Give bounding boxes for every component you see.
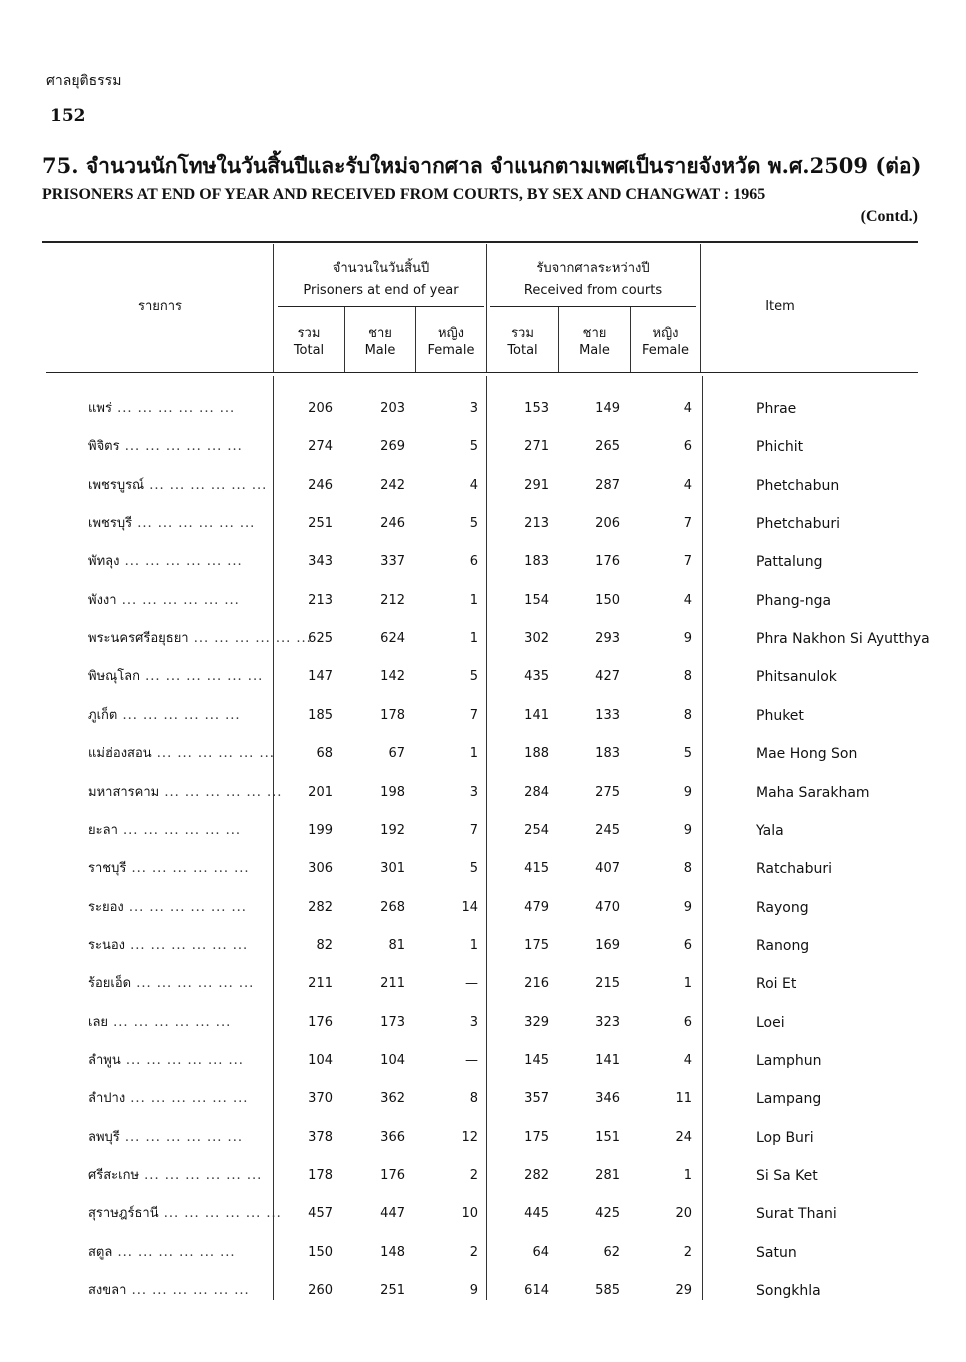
- row-item-thai: [88, 621, 312, 657]
- table-row: [0, 1235, 966, 1271]
- row-item-thai: [88, 1273, 268, 1309]
- row-item-english: Phuket: [756, 707, 804, 724]
- cell-e-female: 5: [469, 439, 478, 455]
- row-item-thai: [88, 851, 268, 887]
- cell-e-male: 212: [380, 592, 405, 608]
- cell-r-female: 1: [683, 1168, 692, 1183]
- row-item-thai-name: ราชบุรี: [88, 861, 127, 877]
- cell-e-male: 268: [380, 899, 405, 915]
- row-item-thai-name: ยะลา: [88, 822, 118, 838]
- cell-e-total: 201: [308, 784, 333, 800]
- cell-r-male: 323: [595, 1014, 620, 1030]
- row-item-thai: [88, 1120, 268, 1156]
- cell-e-male: 211: [380, 976, 405, 992]
- leader-dots: ... ... ... ... ... ...: [140, 669, 264, 685]
- table-row: [0, 851, 966, 887]
- cell-e-male: 203: [380, 401, 405, 416]
- cell-r-total: 435: [524, 669, 549, 685]
- cell-r-female: 9: [683, 631, 692, 647]
- cell-e-female: 1: [469, 746, 478, 762]
- cell-e-male: 362: [380, 1091, 405, 1107]
- row-item-thai: [88, 736, 275, 772]
- group1-rule: [278, 306, 484, 307]
- cell-r-male: 183: [595, 746, 620, 762]
- cell-r-female: 29: [675, 1283, 692, 1299]
- header-female-english: Female: [641, 343, 689, 358]
- table-row: [0, 1273, 966, 1309]
- cell-r-male: 245: [595, 822, 620, 838]
- cell-r-female: 6: [683, 1014, 692, 1030]
- cell-r-total: 254: [524, 822, 549, 838]
- cell-e-female: 5: [469, 516, 478, 532]
- table-row: [0, 429, 966, 465]
- cell-r-female: 8: [683, 861, 692, 877]
- cell-e-total: 306: [308, 861, 333, 877]
- cell-e-male: 301: [380, 861, 405, 877]
- cell-r-female: 5: [683, 746, 692, 762]
- leader-dots: ... ... ... ... ... ...: [112, 1244, 236, 1260]
- row-item-thai-name: พังงา: [88, 592, 117, 608]
- cell-e-female: 3: [469, 401, 478, 416]
- row-item-thai: [88, 775, 283, 811]
- cell-e-male: 366: [380, 1129, 405, 1145]
- leader-dots: ... ... ... ... ... ...: [117, 822, 242, 838]
- cell-r-female: 6: [683, 439, 692, 455]
- table-row: [0, 736, 966, 772]
- leader-dots: ... ... ... ... ... ...: [119, 1129, 243, 1145]
- cell-e-female: 9: [469, 1283, 478, 1299]
- leader-dots: ... ... ... ... ... ...: [120, 1052, 244, 1068]
- leader-dots: ... ... ... ... ... ...: [159, 784, 283, 800]
- header-item-english: Item: [765, 299, 795, 314]
- row-item-thai: [88, 966, 268, 1002]
- table-row: [0, 1120, 966, 1156]
- row-item-thai-name: สุราษฎร์ธานี: [88, 1206, 159, 1222]
- cell-e-total: 251: [308, 516, 333, 532]
- cell-e-total: 274: [308, 439, 333, 455]
- leader-dots: ... ... ... ... ... ...: [139, 1168, 263, 1183]
- header-total-thai: รวม: [297, 326, 321, 341]
- row-item-thai: [88, 391, 268, 427]
- header-female-1: [416, 325, 486, 359]
- running-header: ศาลยุติธรรม: [46, 73, 122, 89]
- table-title-english: PRISONERS AT END OF YEAR AND RECEIVED FROM COURTS, BY SEX AND CHANGWAT : 1965: [42, 186, 766, 203]
- row-item-thai: [88, 1196, 282, 1232]
- row-item-thai-name: แม่ฮ่องสอน: [88, 746, 152, 762]
- header-male-2: [559, 325, 630, 359]
- cell-r-total: 216: [524, 976, 549, 992]
- leader-dots: ... ... ... ... ... ...: [131, 976, 255, 992]
- row-item-thai: [88, 813, 268, 849]
- row-item-thai: [88, 1158, 268, 1194]
- cell-e-male: 251: [380, 1283, 405, 1299]
- cell-e-female: 1: [469, 937, 478, 953]
- cell-e-total: 211: [308, 976, 333, 992]
- cell-e-female: 2: [469, 1168, 478, 1183]
- header-total-2: [487, 325, 558, 359]
- row-item-english: Pattalung: [756, 554, 823, 571]
- leader-dots: ... ... ... ... ... ...: [132, 516, 256, 532]
- cell-e-female: 2: [469, 1244, 478, 1260]
- cell-e-female: 1: [469, 631, 478, 647]
- cell-e-male: 176: [380, 1168, 405, 1183]
- cell-e-total: 370: [308, 1091, 333, 1107]
- page-number: 152: [50, 106, 86, 126]
- cell-r-total: 271: [524, 439, 549, 455]
- leader-dots: ... ... ... ... ... ...: [123, 899, 247, 915]
- cell-r-male: 62: [603, 1244, 620, 1260]
- row-item-thai-name: ลำปาง: [88, 1091, 126, 1107]
- header-total-english: Total: [293, 343, 325, 358]
- table-row: [0, 1081, 966, 1117]
- cell-r-total: 357: [524, 1091, 549, 1107]
- leader-dots: ... ... ... ... ... ...: [108, 1014, 232, 1030]
- cell-r-male: 206: [595, 516, 620, 532]
- cell-e-male: 269: [380, 439, 405, 455]
- cell-e-male: 198: [380, 784, 405, 800]
- table-row: [0, 1158, 966, 1194]
- cell-r-total: 188: [524, 746, 549, 762]
- cell-r-female: 9: [683, 784, 692, 800]
- cell-r-female: 1: [683, 976, 692, 992]
- cell-e-male: 447: [380, 1206, 405, 1222]
- cell-r-total: 183: [524, 554, 549, 570]
- cell-r-total: 175: [524, 1129, 549, 1145]
- header-female-thai: หญิง: [438, 326, 464, 341]
- cell-r-male: 425: [595, 1206, 620, 1222]
- cell-r-total: 291: [524, 477, 549, 493]
- cell-r-female: 4: [683, 477, 692, 493]
- table-title-thai: 75. จำนวนนักโทษในวันสิ้นปีและรับใหม่จากศาล จำแนกตามเพศเป็นรายจังหวัด พ.ศ.2509 (ต่อ): [42, 153, 922, 178]
- header-male-english: Male: [364, 343, 396, 358]
- cell-e-male: 192: [380, 822, 405, 838]
- cell-r-total: 284: [524, 784, 549, 800]
- cell-r-male: 346: [595, 1091, 620, 1107]
- row-item-thai-name: สงขลา: [88, 1283, 127, 1299]
- header-total-english: Total: [507, 343, 538, 358]
- cell-e-total: 206: [308, 401, 333, 416]
- row-item-thai-name: เพชรบุรี: [88, 516, 133, 532]
- cell-r-male: 585: [595, 1283, 620, 1299]
- cell-r-female: 7: [683, 554, 692, 570]
- row-item-english: Ranong: [756, 937, 810, 954]
- row-item-english: Yala: [756, 822, 784, 839]
- leader-dots: ... ... ... ... ... ...: [111, 401, 236, 416]
- cell-e-total: 378: [308, 1129, 333, 1145]
- cell-r-male: 133: [595, 707, 620, 723]
- header-male-1: [345, 325, 415, 359]
- header-male-thai: ชาย: [368, 326, 392, 341]
- cell-e-total: 185: [308, 707, 333, 723]
- cell-r-total: 614: [524, 1283, 549, 1299]
- cell-r-total: 154: [524, 592, 549, 608]
- row-item-english: Maha Sarakham: [756, 784, 870, 801]
- row-item-english: Phang-nga: [756, 592, 832, 609]
- cell-e-male: 173: [380, 1014, 405, 1030]
- row-item-english: Lop Buri: [756, 1129, 814, 1146]
- cell-r-female: 24: [675, 1129, 692, 1145]
- header-total-thai: รวม: [511, 326, 534, 341]
- row-item-english: Mae Hong Son: [756, 746, 858, 763]
- row-item-thai: [88, 659, 268, 695]
- row-item-thai-name: ลพบุรี: [88, 1129, 120, 1145]
- cell-r-male: 149: [595, 401, 620, 416]
- cell-e-total: 213: [308, 592, 333, 608]
- cell-r-male: 215: [595, 976, 620, 992]
- header-rule: [46, 372, 918, 373]
- cell-r-female: 9: [683, 899, 692, 915]
- cell-r-total: 153: [524, 401, 549, 416]
- cell-r-male: 176: [595, 554, 620, 570]
- leader-dots: ... ... ... ... ... ...: [158, 1206, 282, 1222]
- table-row: [0, 468, 966, 504]
- row-item-english: Phetchaburi: [756, 516, 840, 533]
- cell-r-female: 4: [683, 401, 692, 416]
- cell-e-female: 7: [469, 707, 478, 723]
- cell-r-total: 175: [524, 937, 549, 953]
- cell-r-female: 11: [675, 1091, 692, 1107]
- cell-e-female: 8: [469, 1091, 478, 1107]
- cell-r-male: 427: [595, 669, 620, 685]
- cell-e-male: 142: [380, 669, 405, 685]
- cell-e-female: —: [465, 1052, 478, 1068]
- row-item-thai: [88, 544, 268, 580]
- cell-r-male: 293: [595, 631, 620, 647]
- row-item-thai: [88, 928, 268, 964]
- cell-e-female: —: [465, 976, 478, 992]
- header-group2-english: Received from courts: [523, 283, 663, 298]
- table-row: [0, 966, 966, 1002]
- row-item-thai-name: เพชรบูรณ์: [88, 477, 145, 493]
- cell-e-female: 12: [461, 1129, 478, 1145]
- cell-r-total: 329: [524, 1014, 549, 1030]
- cell-e-female: 7: [469, 822, 478, 838]
- cell-e-total: 457: [308, 1206, 333, 1222]
- row-item-english: Loei: [756, 1014, 785, 1031]
- cell-e-female: 4: [469, 477, 478, 493]
- cell-e-female: 6: [469, 554, 478, 570]
- cell-r-total: 479: [524, 899, 549, 915]
- table-row: [0, 928, 966, 964]
- header-group1-english: Prisoners at end of year: [303, 283, 459, 298]
- row-item-thai-name: ภูเก็ต: [88, 707, 118, 723]
- cell-e-total: 343: [308, 554, 333, 570]
- row-item-english: Phitsanulok: [756, 669, 837, 686]
- cell-r-female: 4: [683, 1052, 692, 1068]
- row-item-english: Surat Thani: [756, 1206, 837, 1223]
- table-row: [0, 698, 966, 734]
- row-item-english: Songkhla: [756, 1283, 821, 1300]
- leader-dots: ... ... ... ... ... ...: [119, 439, 243, 455]
- row-item-thai-name: ร้อยเอ็ด: [88, 976, 132, 992]
- cell-e-female: 14: [461, 899, 478, 915]
- row-item-thai-name: เลย: [88, 1014, 109, 1030]
- header-female-english: Female: [427, 343, 475, 358]
- cell-e-total: 246: [308, 477, 333, 493]
- cell-e-female: 5: [469, 669, 478, 685]
- cell-e-male: 148: [380, 1244, 405, 1260]
- cell-r-male: 470: [595, 899, 620, 915]
- leader-dots: ... ... ... ... ... ...: [126, 1283, 250, 1299]
- row-item-thai: [88, 583, 268, 619]
- cell-e-total: 199: [308, 822, 333, 838]
- cell-r-total: 213: [524, 516, 549, 532]
- header-group2-thai: รับจากศาลระหว่างปี: [536, 261, 650, 276]
- row-item-thai-name: พระนครศรีอยุธยา: [88, 631, 189, 647]
- header-divider: [700, 244, 701, 372]
- row-item-thai-name: สตูล: [88, 1244, 113, 1260]
- row-item-thai: [88, 890, 268, 926]
- cell-r-female: 8: [683, 669, 692, 685]
- leader-dots: ... ... ... ... ... ...: [125, 1091, 249, 1107]
- header-item-thai: รายการ: [137, 299, 183, 314]
- cell-r-male: 150: [595, 592, 620, 608]
- cell-e-male: 178: [380, 707, 405, 723]
- cell-e-male: 104: [380, 1052, 405, 1068]
- cell-e-male: 81: [388, 937, 405, 953]
- cell-e-total: 147: [308, 669, 333, 685]
- cell-r-female: 7: [683, 516, 692, 532]
- table-title-contd: (Contd.): [860, 208, 918, 225]
- header-female-2: [631, 325, 700, 359]
- cell-r-male: 141: [595, 1052, 620, 1068]
- group2-rule: [490, 306, 696, 307]
- row-item-english: Satun: [756, 1244, 797, 1261]
- cell-r-male: 407: [595, 861, 620, 877]
- row-item-thai: [88, 1043, 268, 1079]
- header-total-1: [274, 325, 344, 359]
- cell-r-total: 64: [532, 1244, 549, 1260]
- row-item-english: Phichit: [756, 439, 804, 456]
- row-item-english: Phrae: [756, 401, 797, 417]
- row-item-english: Rayong: [756, 899, 809, 916]
- row-item-thai-name: ระยอง: [88, 899, 124, 915]
- row-item-thai-name: พิษณุโลก: [88, 669, 141, 685]
- header-group1-thai: จำนวนในวันสิ้นปี: [332, 261, 430, 276]
- row-item-english: Phetchabun: [756, 477, 840, 494]
- cell-e-female: 10: [461, 1206, 478, 1222]
- row-item-thai-name: ศรีสะเกษ: [88, 1168, 140, 1183]
- leader-dots: ... ... ... ... ... ...: [116, 592, 240, 608]
- row-item-thai: [88, 1005, 268, 1041]
- table-row: [0, 1196, 966, 1232]
- row-item-english: Lamphun: [756, 1052, 822, 1069]
- row-item-thai: [88, 1235, 268, 1271]
- cell-e-female: 3: [469, 1014, 478, 1030]
- row-item-thai: [88, 1081, 268, 1117]
- row-item-thai: [88, 429, 268, 465]
- cell-e-male: 337: [380, 554, 405, 570]
- table-row: [0, 583, 966, 619]
- cell-r-male: 169: [595, 937, 620, 953]
- cell-e-total: 68: [316, 746, 333, 762]
- row-item-thai: [88, 468, 268, 504]
- row-item-thai-name: พัทลุง: [88, 554, 120, 570]
- leader-dots: ... ... ... ... ... ...: [125, 937, 249, 953]
- table-row: [0, 544, 966, 580]
- cell-r-female: 2: [683, 1244, 692, 1260]
- cell-r-female: 4: [683, 592, 692, 608]
- cell-e-total: 260: [308, 1283, 333, 1299]
- row-item-thai-name: พิจิตร: [88, 439, 120, 455]
- header-male-thai: ชาย: [582, 326, 607, 341]
- row-item-thai-name: แพร่: [88, 401, 112, 416]
- cell-e-total: 625: [308, 631, 333, 647]
- cell-r-female: 9: [683, 822, 692, 838]
- leader-dots: ... ... ... ... ... ...: [126, 861, 250, 877]
- cell-r-total: 282: [524, 1168, 549, 1183]
- cell-e-male: 624: [380, 631, 405, 647]
- cell-r-male: 265: [595, 439, 620, 455]
- cell-r-total: 141: [524, 707, 549, 723]
- row-item-thai-name: ลำพูน: [88, 1052, 121, 1068]
- table-row: [0, 391, 966, 427]
- row-item-thai: [88, 506, 268, 542]
- header-male-english: Male: [579, 343, 610, 358]
- row-item-thai-name: มหาสารคาม: [88, 784, 160, 800]
- row-item-english: Ratchaburi: [756, 861, 833, 878]
- cell-r-female: 20: [675, 1206, 692, 1222]
- row-item-thai-name: ระนอง: [88, 937, 126, 953]
- cell-r-total: 302: [524, 631, 549, 647]
- leader-dots: ... ... ... ... ... ...: [188, 631, 312, 647]
- cell-e-male: 246: [380, 516, 405, 532]
- row-item-english: Si Sa Ket: [756, 1168, 818, 1184]
- cell-r-male: 287: [595, 477, 620, 493]
- table-row: [0, 1005, 966, 1041]
- row-item-thai: [88, 698, 268, 734]
- cell-r-male: 275: [595, 784, 620, 800]
- cell-e-total: 150: [308, 1244, 333, 1260]
- cell-e-total: 104: [308, 1052, 333, 1068]
- cell-r-female: 8: [683, 707, 692, 723]
- cell-r-female: 6: [683, 937, 692, 953]
- leader-dots: ... ... ... ... ... ...: [144, 477, 268, 493]
- leader-dots: ... ... ... ... ... ...: [151, 746, 275, 762]
- table-row: [0, 659, 966, 695]
- top-rule: [42, 241, 918, 243]
- cell-r-total: 145: [524, 1052, 549, 1068]
- table-row: [0, 890, 966, 926]
- leader-dots: ... ... ... ... ... ...: [119, 554, 243, 570]
- cell-r-total: 415: [524, 861, 549, 877]
- header-female-thai: หญิง: [652, 326, 679, 341]
- cell-e-male: 67: [388, 746, 405, 762]
- row-item-english: Phra Nakhon Si Ayutthya: [756, 631, 930, 648]
- table-row: [0, 506, 966, 542]
- table-row: [0, 775, 966, 811]
- table-row: [0, 621, 966, 657]
- leader-dots: ... ... ... ... ... ...: [117, 707, 241, 723]
- table-row: [0, 813, 966, 849]
- cell-e-total: 178: [308, 1168, 333, 1183]
- cell-r-male: 281: [595, 1168, 620, 1183]
- cell-e-total: 176: [308, 1014, 333, 1030]
- cell-e-total: 82: [316, 937, 333, 953]
- cell-r-male: 151: [595, 1129, 620, 1145]
- cell-e-male: 242: [380, 477, 405, 493]
- cell-e-female: 3: [469, 784, 478, 800]
- cell-e-female: 1: [469, 592, 478, 608]
- cell-r-total: 445: [524, 1206, 549, 1222]
- row-item-english: Roi Et: [756, 976, 797, 993]
- cell-e-female: 5: [469, 861, 478, 877]
- table-row: [0, 1043, 966, 1079]
- row-item-english: Lampang: [756, 1091, 822, 1108]
- cell-e-total: 282: [308, 899, 333, 915]
